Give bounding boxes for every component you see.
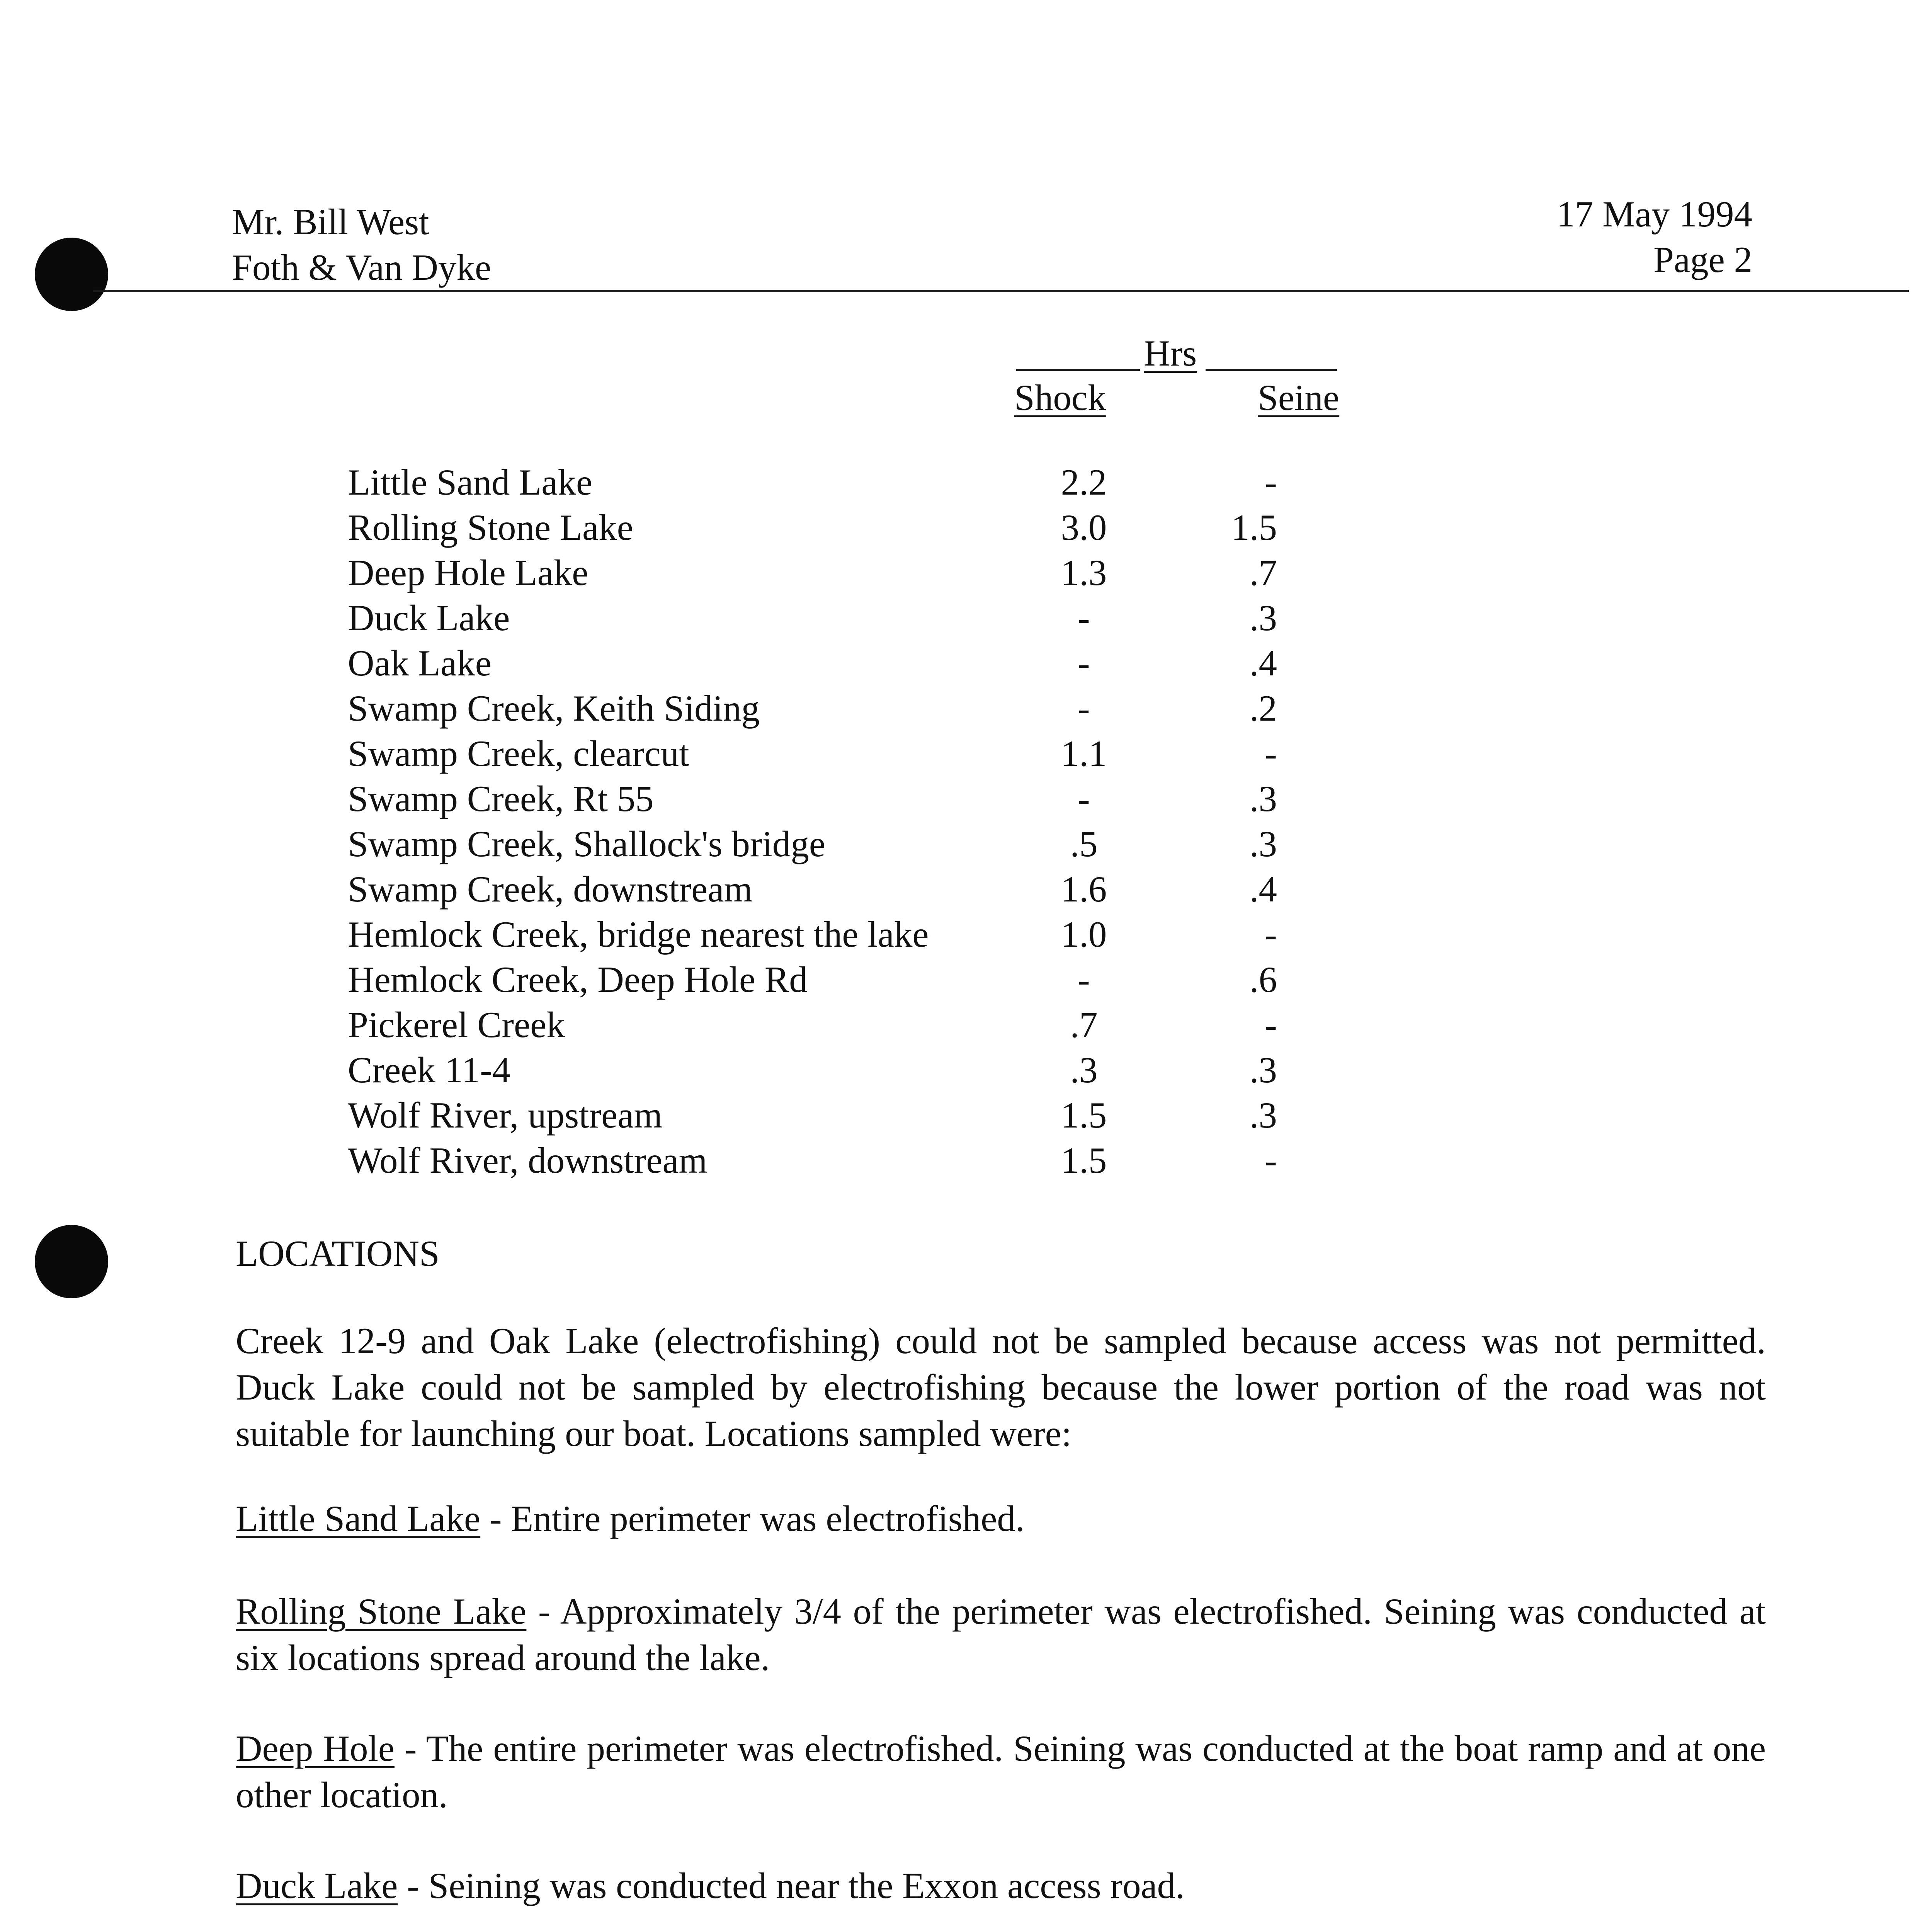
shock-hours-cell: 1.1	[1061, 733, 1107, 774]
table-row	[348, 957, 1277, 1002]
location-cell: Pickerel Creek	[348, 1004, 565, 1045]
effort-table-body	[348, 460, 1277, 1183]
table-row	[348, 460, 1277, 505]
shock-hours-cell: .7	[1070, 1004, 1098, 1045]
recipient-org: Foth & Van Dyke	[232, 247, 492, 288]
table-row	[348, 1048, 1277, 1093]
shock-hours-cell: -	[1078, 778, 1090, 819]
location-cell: Swamp Creek, Rt 55	[348, 778, 654, 819]
table-row	[348, 731, 1277, 776]
table-row	[348, 1093, 1277, 1138]
seine-hours-cell: -	[1265, 1004, 1277, 1045]
location-cell: Swamp Creek, Shallock's bridge	[348, 823, 826, 864]
location-name: Little Sand Lake	[236, 1498, 481, 1539]
letter-date: 17 May 1994	[1556, 194, 1752, 235]
seine-hours-cell: -	[1265, 733, 1277, 774]
location-cell: Swamp Creek, downstream	[348, 869, 753, 910]
location-entry	[236, 1588, 1766, 1681]
page-label: Page 2	[1653, 239, 1752, 280]
seine-hours-cell: .3	[1249, 1049, 1277, 1090]
hrs-rule-right	[1206, 369, 1337, 371]
shock-column-header: Shock	[1014, 377, 1106, 418]
table-row	[348, 550, 1277, 595]
location-entry	[236, 1725, 1766, 1818]
location-cell: Deep Hole Lake	[348, 552, 588, 593]
punch-hole-middle	[35, 1225, 108, 1298]
location-cell: Hemlock Creek, bridge nearest the lake	[348, 914, 929, 955]
shock-hours-cell: 1.0	[1061, 914, 1107, 955]
location-description: - Approximately 3/4 of the perimeter was electrofished. Seining was conducted at six locations spread around the lake.	[236, 1591, 1766, 1678]
shock-hours-cell: .3	[1070, 1049, 1098, 1090]
location-cell: Wolf River, downstream	[348, 1140, 707, 1181]
shock-hours-cell: -	[1078, 597, 1090, 638]
seine-hours-cell: .4	[1249, 643, 1277, 684]
shock-hours-cell: 2.2	[1061, 462, 1107, 503]
shock-hours-cell: 1.5	[1061, 1140, 1107, 1181]
location-cell: Hemlock Creek, Deep Hole Rd	[348, 959, 808, 1000]
shock-hours-cell: 1.3	[1061, 552, 1107, 593]
header-rule	[93, 290, 1909, 292]
punch-hole-top	[35, 238, 108, 311]
table-row	[348, 776, 1277, 821]
location-description: - The entire perimeter was electrofished. Seining was conducted at the boat ramp and at one other location.	[236, 1728, 1766, 1815]
location-cell: Wolf River, upstream	[348, 1095, 663, 1136]
table-row	[348, 867, 1277, 912]
hrs-rule-left	[1016, 369, 1140, 371]
location-cell: Swamp Creek, Keith Siding	[348, 688, 760, 729]
seine-hours-cell: .3	[1249, 1095, 1277, 1136]
seine-hours-cell: .3	[1249, 597, 1277, 638]
seine-hours-cell: -	[1265, 1140, 1277, 1181]
table-row	[348, 641, 1277, 686]
table-row	[348, 1138, 1277, 1183]
table-row	[348, 505, 1277, 550]
seine-hours-cell: .4	[1249, 869, 1277, 910]
seine-hours-cell: .7	[1249, 552, 1277, 593]
shock-hours-cell: 3.0	[1061, 507, 1107, 548]
location-name: Deep Hole	[236, 1728, 395, 1769]
seine-hours-cell: 1.5	[1231, 507, 1277, 548]
location-name: Rolling Stone Lake	[236, 1591, 527, 1632]
recipient-name: Mr. Bill West	[232, 201, 429, 242]
seine-hours-cell: .6	[1249, 959, 1277, 1000]
location-entry	[236, 1862, 1766, 1909]
location-cell: Creek 11-4	[348, 1049, 511, 1090]
seine-hours-cell: .3	[1249, 823, 1277, 864]
location-entry	[236, 1495, 1766, 1542]
seine-hours-cell: -	[1265, 462, 1277, 503]
location-description: - Seining was conducted near the Exxon access road.	[398, 1865, 1185, 1906]
table-row	[348, 1002, 1277, 1048]
locations-heading: LOCATIONS	[236, 1233, 440, 1274]
seine-column-header: Seine	[1258, 377, 1340, 418]
shock-hours-cell: .5	[1070, 823, 1098, 864]
effort-table	[348, 460, 1277, 1183]
seine-hours-cell: -	[1265, 914, 1277, 955]
location-cell: Little Sand Lake	[348, 462, 593, 503]
seine-hours-cell: .2	[1249, 688, 1277, 729]
location-cell: Swamp Creek, clearcut	[348, 733, 689, 774]
table-row	[348, 912, 1277, 957]
location-name: Duck Lake	[236, 1865, 398, 1906]
shock-hours-cell: -	[1078, 643, 1090, 684]
location-cell: Rolling Stone Lake	[348, 507, 633, 548]
locations-intro: Creek 12-9 and Oak Lake (electrofishing) could not be sampled because access was not permitted. Duck Lake could not be sampled by electrofishing because the lower portion of the road was not suitable for launching our boat. Locations sampled were:	[236, 1320, 1766, 1454]
table-row	[348, 686, 1277, 731]
shock-hours-cell: -	[1078, 959, 1090, 1000]
shock-hours-cell: 1.5	[1061, 1095, 1107, 1136]
shock-hours-cell: 1.6	[1061, 869, 1107, 910]
seine-hours-cell: .3	[1249, 778, 1277, 819]
hrs-group-label: Hrs	[1144, 333, 1197, 374]
table-row	[348, 595, 1277, 641]
shock-hours-cell: -	[1078, 688, 1090, 729]
location-cell: Oak Lake	[348, 643, 492, 684]
location-description: - Entire perimeter was electrofished.	[480, 1498, 1025, 1539]
location-cell: Duck Lake	[348, 597, 510, 638]
table-row	[348, 821, 1277, 867]
